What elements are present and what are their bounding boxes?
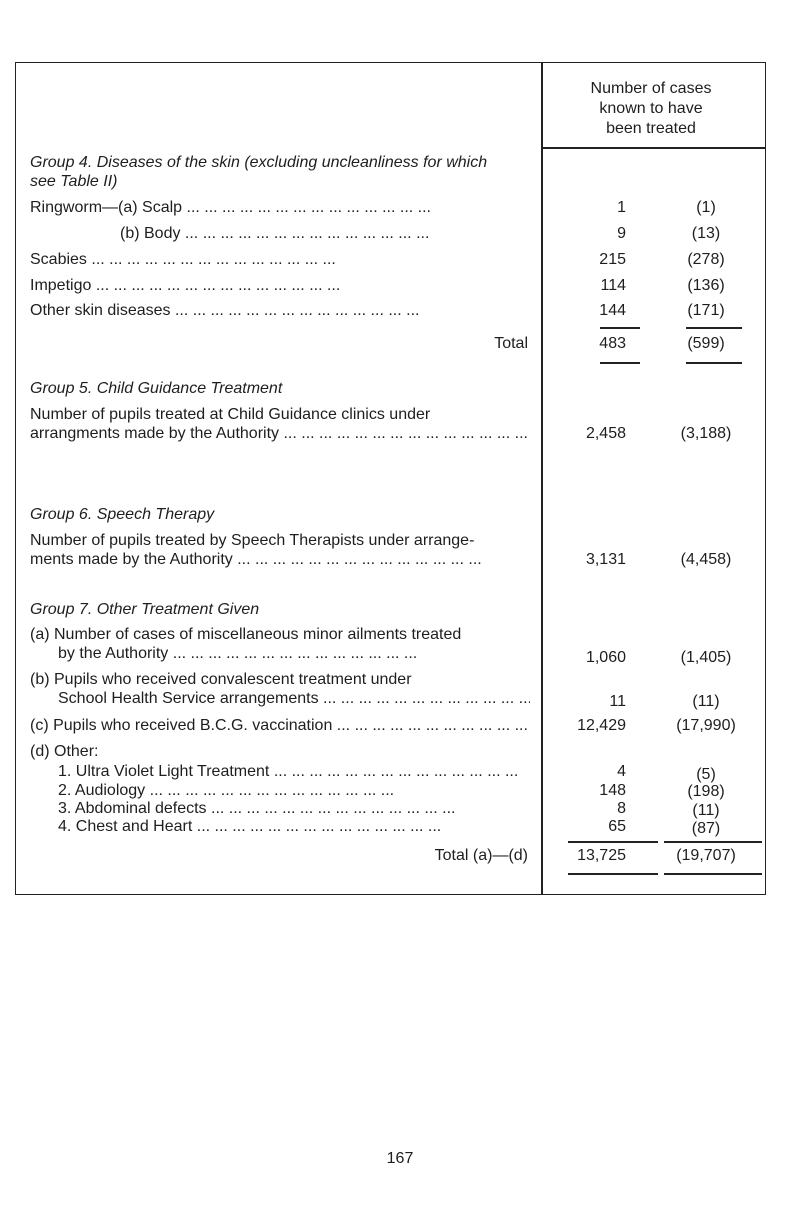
group4-heading: Group 4. Diseases of the skin (excluding uncleanliness for which	[30, 154, 488, 171]
group7-a-value: 1,060	[585, 649, 626, 666]
group7-a-line2: by the Authority ... .	[58, 644, 530, 664]
uv-light-prev: (5)	[696, 766, 716, 783]
group4-total-label: Total	[494, 335, 528, 352]
ringworm-scalp-prev: (1)	[696, 199, 716, 216]
uv-light-value: 4	[617, 763, 626, 780]
group7-b-prev: (11)	[692, 693, 720, 710]
chest-heart-prev: (87)	[691, 820, 721, 837]
group7-total-prev: (19,707)	[676, 847, 736, 864]
column-header: Number of cases known to have been treated	[590, 80, 712, 137]
group6-line1: Number of pupils treated by Speech Therapists under arrange-	[30, 532, 475, 549]
group6-value: 3,131	[585, 551, 626, 568]
total-rule	[664, 841, 762, 843]
group5-line1: Number of pupils treated at Child Guidance clinics under	[30, 406, 431, 423]
other-skin-label: Other skin diseases ... .	[30, 301, 530, 321]
group7-c-prev: (17,990)	[676, 717, 736, 734]
scabies-prev: (278)	[687, 251, 725, 268]
chest-heart-label: 4. Chest and Heart ... .	[58, 817, 530, 837]
group7-heading: Group 7. Other Treatment Given	[30, 601, 260, 618]
group4-total-value: 483	[599, 335, 626, 352]
total-rule	[600, 362, 640, 364]
group4-heading-cont: see Table II)	[30, 173, 118, 190]
group7-b-line1: (b) Pupils who received convalescent treatment under	[30, 671, 412, 688]
group7-total-label: Total (a)—(d)	[434, 847, 528, 864]
total-rule	[568, 841, 658, 843]
abdominal-prev: (11)	[692, 802, 720, 819]
group7-c-line: (c) Pupils who received B.C.G. vaccination ... .	[30, 716, 530, 736]
other-skin-value: 144	[599, 302, 626, 319]
group7-d-line: (d) Other:	[30, 743, 99, 760]
header-rule	[542, 147, 766, 149]
abdominal-label: 3. Abdominal defects ... .	[58, 799, 530, 819]
group7-b-value: 11	[609, 693, 626, 710]
other-skin-prev: (171)	[687, 302, 725, 319]
page-number: 167	[386, 1150, 414, 1167]
group5-line2: arrangments made by the Authority ... .	[30, 424, 530, 444]
ringworm-body-prev: (13)	[691, 225, 721, 242]
group4-total-prev: (599)	[687, 335, 725, 352]
ringworm-scalp-value: 1	[617, 199, 626, 216]
total-rule	[686, 362, 742, 364]
scabies-value: 215	[599, 251, 626, 268]
uv-light-label: 1. Ultra Violet Light Treatment ... .	[58, 762, 530, 782]
group5-heading: Group 5. Child Guidance Treatment	[30, 380, 283, 397]
ringworm-scalp-label: Ringworm—(a) Scalp ... .	[30, 198, 530, 218]
total-rule	[686, 327, 742, 329]
group6-prev: (4,458)	[680, 551, 732, 568]
ringworm-body-value: 9	[617, 225, 626, 242]
group5-value: 2,458	[585, 425, 626, 442]
group6-line2: ments made by the Authority ... .	[30, 550, 530, 570]
abdominal-value: 8	[617, 800, 626, 817]
group6-heading: Group 6. Speech Therapy	[30, 506, 215, 523]
chest-heart-value: 65	[608, 818, 626, 835]
group7-a-prev: (1,405)	[680, 649, 732, 666]
total-rule	[568, 873, 658, 875]
group7-c-value: 12,429	[577, 717, 626, 734]
ringworm-body-label: (b) Body ... .	[120, 224, 530, 244]
total-rule	[600, 327, 640, 329]
group7-total-value: 13,725	[577, 847, 626, 864]
audiology-prev: (198)	[687, 783, 725, 800]
impetigo-value: 114	[600, 277, 626, 294]
impetigo-label: Impetigo ... .	[30, 276, 530, 296]
scabies-label: Scabies ... .	[30, 250, 530, 270]
audiology-label: 2. Audiology ... .	[58, 781, 530, 801]
group5-prev: (3,188)	[680, 425, 732, 442]
total-rule	[664, 873, 762, 875]
column-divider	[541, 62, 543, 895]
group7-b-line2: School Health Service arrangements ... .	[58, 689, 530, 709]
impetigo-prev: (136)	[687, 277, 725, 294]
audiology-value: 148	[599, 782, 626, 799]
group7-a-line1: (a) Number of cases of miscellaneous minor ailments treated	[30, 626, 462, 643]
